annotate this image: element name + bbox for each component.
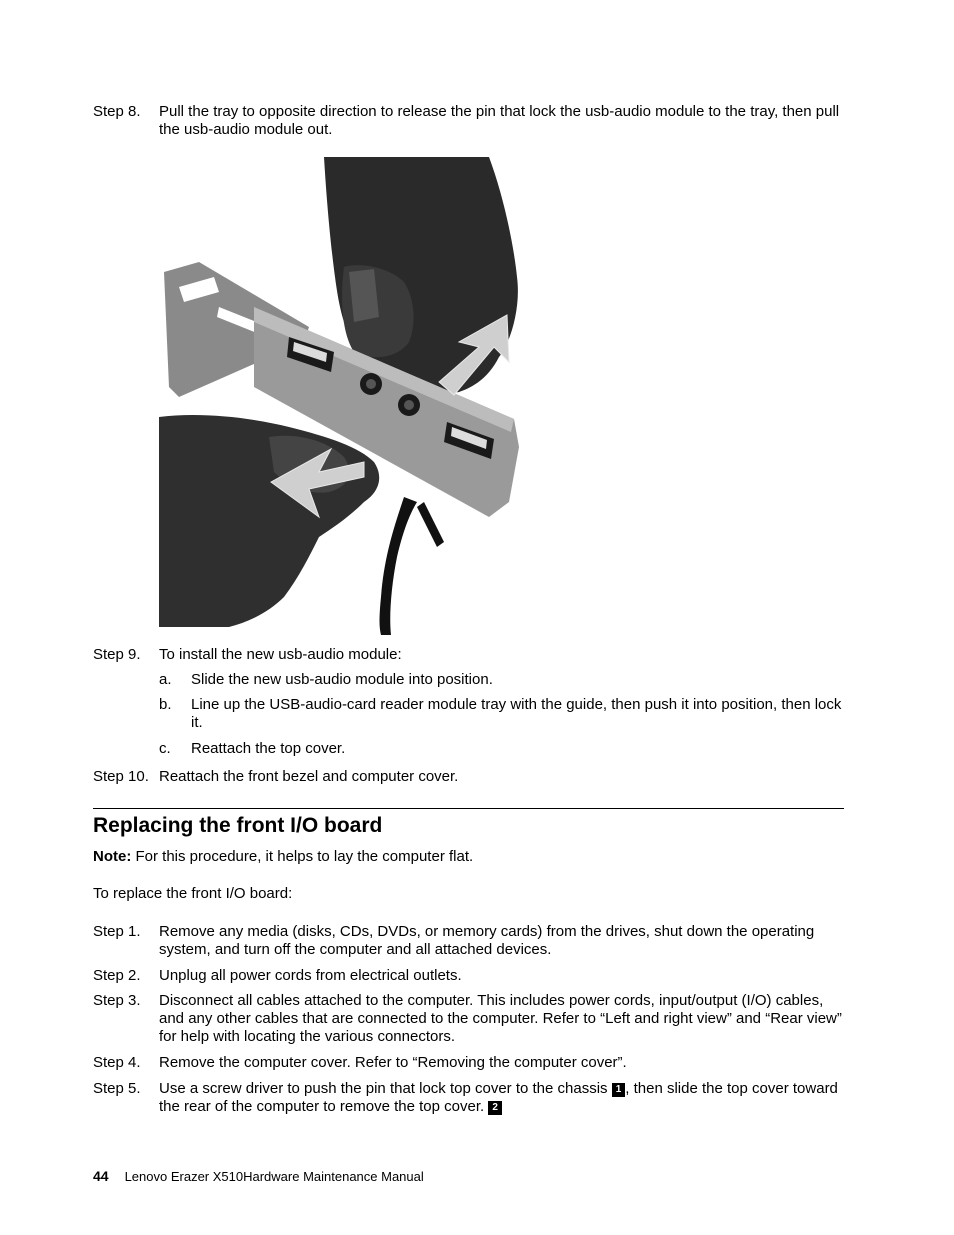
callout-badge-2: 2 — [488, 1101, 502, 1115]
section-title: Replacing the front I/O board — [93, 814, 383, 837]
step-text: Unplug all power cords from electrical outlets. — [159, 967, 462, 984]
manual-title: Lenovo Erazer X510Hardware Maintenance Manual — [124, 1169, 424, 1184]
step-text — [159, 1080, 849, 1116]
note — [93, 848, 848, 866]
step-text: Reattach the front bezel and computer cover. — [159, 768, 459, 785]
step-label: Step 2. — [93, 967, 141, 984]
section-divider — [93, 808, 844, 809]
step-label: Step 3. — [93, 992, 141, 1009]
step-text: Pull the tray to opposite direction to release the pin that lock the usb-audio module to the tray, then pull the usb-audio module out. — [159, 103, 840, 138]
note-label: Note: — [93, 848, 132, 865]
step-text: Disconnect all cables attached to the computer. This includes power cords, input/output (I/O) cables, and any other cables that are connected to the computer. Refer to “Left and right view” and “Rear view” for help with locating the various connectors. — [159, 992, 842, 1045]
substep-label: b. — [159, 696, 172, 713]
substep-text: Reattach the top cover. — [191, 740, 346, 757]
step-text-part: , then slide the top cover toward the rear of the computer to remove the top cover. — [159, 1080, 838, 1115]
substep-text: Slide the new usb-audio module into position. — [191, 671, 493, 688]
step-text-part: Use a screw driver to push the pin that lock top cover to the chassis — [159, 1080, 612, 1097]
step-text: Remove the computer cover. Refer to “Removing the computer cover”. — [159, 1054, 627, 1071]
note-text: For this procedure, it helps to lay the computer flat. — [135, 848, 474, 865]
substep-label: c. — [159, 740, 171, 757]
substep-label: a. — [159, 671, 172, 688]
step-label: Step 4. — [93, 1054, 141, 1071]
substep-text: Line up the USB-audio-card reader module tray with the guide, then push it into position, then lock it. — [191, 696, 842, 731]
page-number: 44 — [93, 1168, 109, 1184]
step-label: Step 10. — [93, 768, 149, 785]
step-label: Step 1. — [93, 923, 141, 940]
step-label: Step 8. — [93, 103, 141, 120]
usb-audio-module-photo — [159, 157, 625, 635]
page-footer — [93, 1168, 424, 1185]
step-label: Step 5. — [93, 1080, 141, 1097]
callout-badge-1: 1 — [612, 1083, 626, 1097]
step-text: To install the new usb-audio module: — [159, 646, 402, 663]
step-label: Step 9. — [93, 646, 141, 663]
step-text: Remove any media (disks, CDs, DVDs, or memory cards) from the drives, shut down the operating system, and turn off the computer and all attached devices. — [159, 923, 815, 958]
intro-text: To replace the front I/O board: — [93, 885, 293, 902]
